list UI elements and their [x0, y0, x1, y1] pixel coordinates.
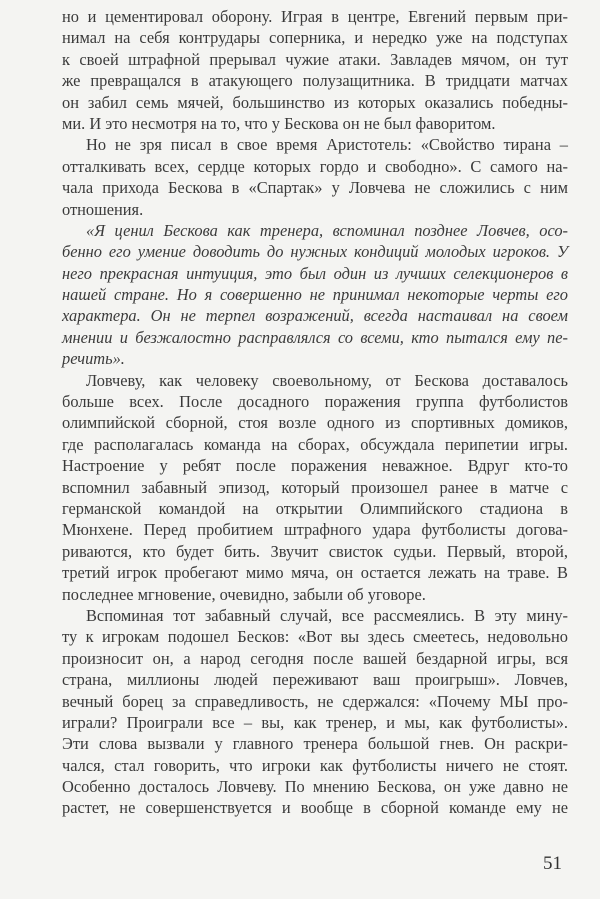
- text-line: Настроение у ребят после поражения неважное. Вдруг кто-то: [62, 456, 568, 476]
- text-line: олимпийской сборной, стоя возле одного из спортивных домиков,: [62, 413, 568, 433]
- text-line: Мюнхене. Перед пробитием штрафного удара футболисты догова-: [62, 520, 568, 540]
- text-line: Особенно досталось Ловчеву. По мнению Бескова, он уже давно не: [62, 777, 568, 797]
- text-line: вспомнил забавный эпизод, который произошел ранее в матче с: [62, 477, 568, 497]
- text-line: нашей стране. Но я совершенно не принимал некоторые черты его: [62, 285, 568, 305]
- text-line: мнении и безжалостно расправлялся со всеми, кто пытался ему пе-: [62, 327, 568, 347]
- text-line: германской командой на открытии Олимпийского стадиона в: [62, 498, 568, 518]
- text-line: Но не зря писал в свое время Аристотель: «Свойство тирана –: [86, 135, 568, 155]
- paragraph: [62, 134, 568, 220]
- text-line: же превращался в атакующего полузащитника. В тридцати матчах: [62, 71, 568, 91]
- page-body: [62, 6, 568, 819]
- text-line: Эти слова вызвали у главного тренера большой гнев. Он раскри-: [62, 734, 568, 754]
- text-line: к своей штрафной прерывал чужие атаки. Завладев мячом, он тут: [62, 49, 568, 69]
- text-line: чала прихода Бескова в «Спартак» у Ловчева не сложились с ним: [62, 178, 568, 198]
- quote-paragraph: [62, 220, 568, 370]
- paragraph: [62, 605, 568, 819]
- text-line: страна, миллионы людей переживают ваш проигрыш». Ловчев,: [62, 670, 568, 690]
- text-line: больше всех. После досадного поражения группа футболистов: [62, 392, 568, 412]
- text-line: где располагалась команда на сборах, обсуждала перипетии игры.: [62, 434, 568, 454]
- text-line: Вспоминая тот забавный случай, все рассмеялись. В эту мину-: [86, 605, 568, 625]
- text-line: Ловчеву, как человеку своевольному, от Бескова доставалось: [86, 370, 568, 390]
- text-line: «Я ценил Бескова как тренера, вспоминал позднее Ловчев, осо-: [86, 220, 568, 240]
- text-line: нимал на себя контрудары соперника, и нередко уже на подступах: [62, 28, 568, 48]
- text-line: отталкивать всех, сердце которых гордо и свободно». С самого на-: [62, 156, 568, 176]
- page-number: 51: [543, 853, 562, 874]
- text-line: ту к игрокам подошел Бесков: «Вот вы здесь смеетесь, недовольно: [62, 627, 568, 647]
- text-line: играли? Проиграли все – вы, как тренер, и мы, как футболисты».: [62, 712, 568, 732]
- text-line: чался, стал говорить, что игроки как футболисты ничего не стоят.: [62, 755, 568, 775]
- text-line: но и цементировал оборону. Играя в центре, Евгений первым при-: [62, 7, 568, 26]
- text-line: риваются, кто будет бить. Звучит свисток судьи. Первый, второй,: [62, 541, 568, 561]
- text-line: ми. И это несмотря на то, что у Бескова он не был фаворитом.: [62, 113, 496, 133]
- text-line: последнее мгновение, очевидно, забыли об уговоре.: [62, 584, 426, 604]
- text-line: произносит он, а народ сегодня после вашей бездарной игры, вся: [62, 648, 568, 668]
- text-line: бенно его умение доводить до нужных кондиций молодых игроков. У: [62, 242, 568, 262]
- text-line: он забил семь мячей, большинство из которых оказались победны-: [62, 92, 568, 112]
- text-line: характера. Он не терпел возражений, всегда настаивал на своем: [62, 306, 568, 326]
- paragraph: [62, 370, 568, 605]
- text-line: растет, не совершенствуется и вообще в сборной команде ему не: [62, 798, 568, 818]
- paragraph: [62, 6, 568, 134]
- text-line: речить».: [62, 349, 125, 369]
- text-line: вечный борец за справедливость, не сдержался: «Почему МЫ про-: [62, 691, 568, 711]
- text-line: отношения.: [62, 199, 144, 219]
- text-line: него прекрасная интуиция, это был один из лучших селекционеров в: [62, 263, 568, 283]
- text-line: третий игрок пробегают мимо мяча, он остается лежать на траве. В: [62, 563, 568, 583]
